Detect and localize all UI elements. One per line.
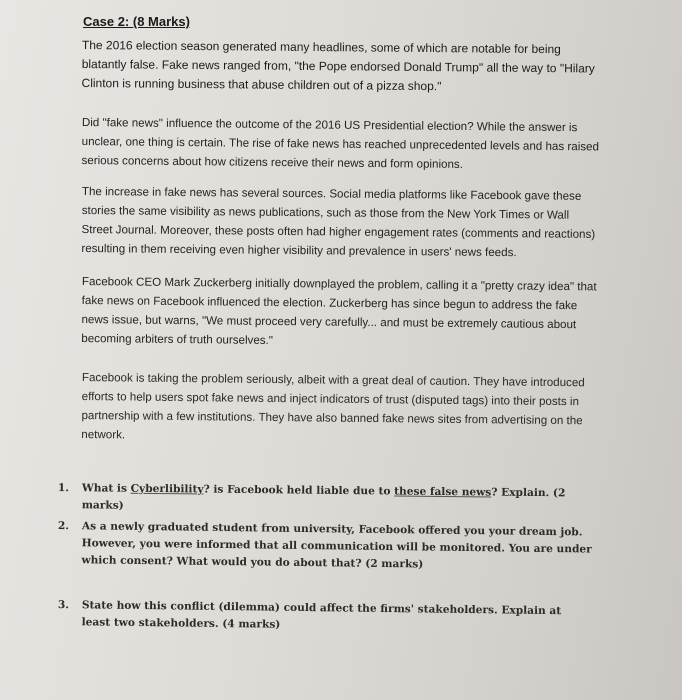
paragraph-zuckerberg: Facebook CEO Mark Zuckerberg initially downplayed the problem, calling it a "pretty crazy idea" that fake news on Facebook influenced the election. Zuckerberg has since begun to address the fake news issue, but warns, "We must proceed very carefully... and must be extremely cautious about becoming arbiters of truth ourselves." bbox=[81, 274, 597, 348]
paragraph-intro: The 2016 election season generated many headlines, some of which are notable for being blatantly false. Fake news ranged from, "the Pope endorsed Donald Trump" all the way to "Hilary Clinton is running business that abuse children out of a pizza shop." bbox=[81, 37, 595, 94]
paragraph-sources: The increase in fake news has several sources. Social media platforms like Facebook gave these stories the same visibility as news publications, such as those from the New York Times or Wall Street Journal. Moreover, these posts often had higher engagement rates (comments and reactions) resulting in them receiving even higher visibility and prevalence in users' news feeds. bbox=[81, 184, 596, 260]
question-number: 1. bbox=[57, 481, 70, 495]
question-3 bbox=[58, 597, 588, 637]
term-cyberlibility: Cyberlibility bbox=[130, 482, 204, 496]
question-1-mid: ? is Facebook held liable due to bbox=[203, 483, 395, 498]
question-1-pre: What is bbox=[81, 482, 131, 495]
question-number: 3. bbox=[57, 598, 70, 612]
question-text: As a newly graduated student from university, Facebook offered you your dream job. However, you were informed that all communication will be monitored. You are under which consent? What would you do about that? (2 marks) bbox=[81, 520, 592, 571]
question-text: State how this conflict (dilemma) could affect the firms' stakeholders. Explain at least two stakeholders. (4 marks) bbox=[81, 599, 562, 631]
question-number: 2. bbox=[57, 519, 70, 533]
case-title: Case 2: (8 Marks) bbox=[83, 14, 190, 29]
paragraph-facebook-efforts: Facebook is taking the problem seriously, albeit with a great deal of caution. They have introduced efforts to help users spot fake news and inject indicators of trust (disputed tags) into their posts in partnership with a few institutions. They have also banned fake news sites from advertising on the network. bbox=[81, 370, 585, 442]
term-false-news: these false news bbox=[394, 485, 492, 499]
question-1-post: ? Explain. (2 marks) bbox=[81, 486, 566, 512]
question-2 bbox=[57, 518, 598, 576]
question-text bbox=[82, 480, 598, 519]
paragraph-influence: Did "fake news" influence the outcome of the 2016 US Presidential election? While the answer is unclear, one thing is certain. The rise of fake news has reached unprecedented levels and has raised serious concerns about how citizens receive their news and form opinions. bbox=[81, 115, 600, 171]
question-1 bbox=[58, 480, 598, 520]
